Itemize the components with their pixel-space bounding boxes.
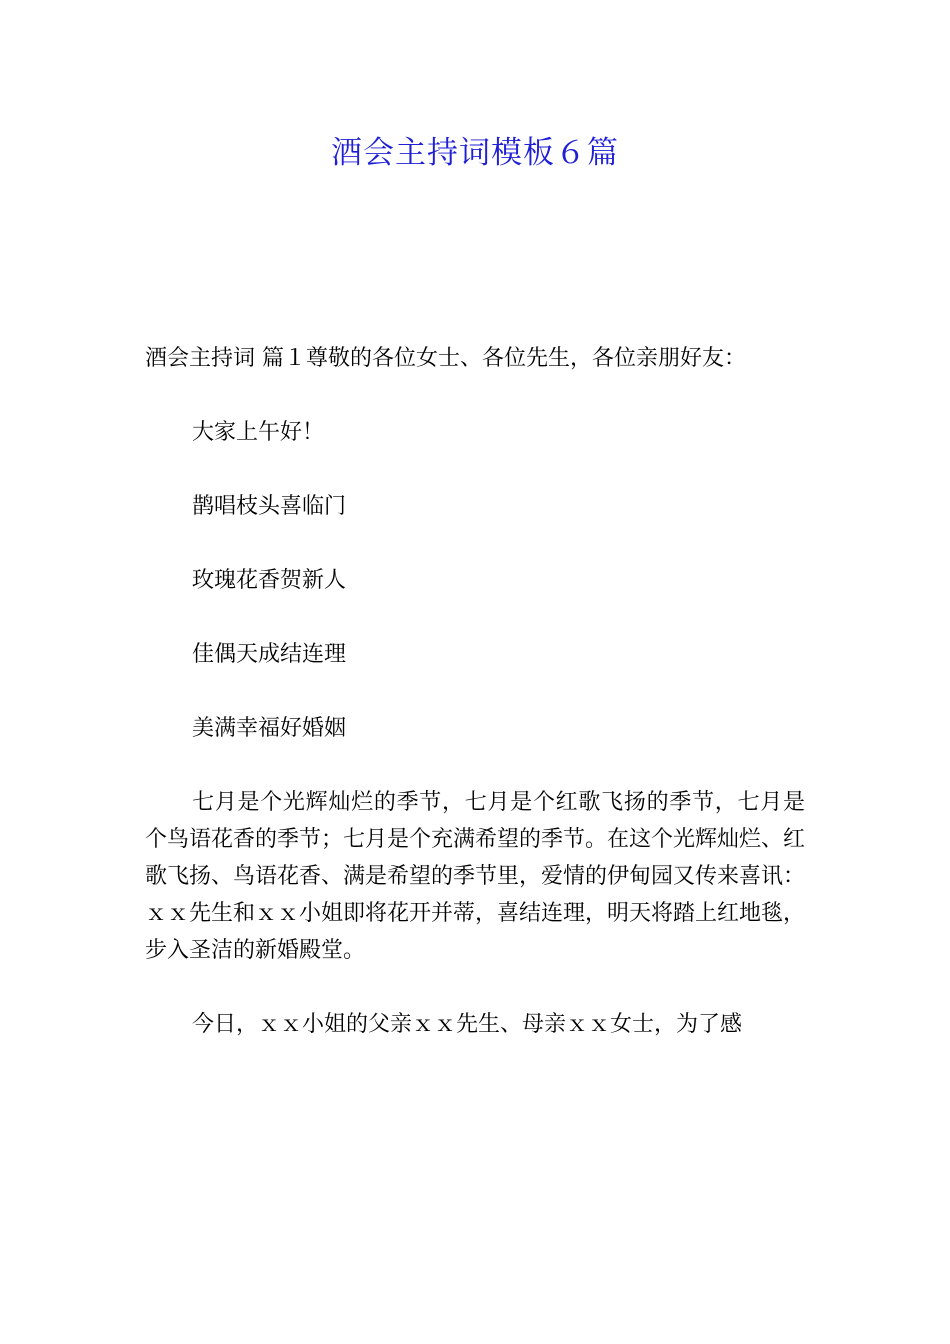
paragraph-verse-4: 美满幸福好婚姻 bbox=[192, 716, 347, 741]
paragraph-today: 今日，ｘｘ小姐的父亲ｘｘ先生、母亲ｘｘ女士，为了感 bbox=[192, 1012, 743, 1037]
document-body bbox=[145, 340, 805, 1080]
paragraph-verse-1: 鹊唱枝头喜临门 bbox=[192, 494, 347, 519]
paragraph-july: 七月是个光辉灿烂的季节，七月是个红歌飞扬的季节，七月是个鸟语花香的季节；七月是个充满希望的季节。在这个光辉灿烂、红歌飞扬、鸟语花香、满是希望的季节里，爱情的伊甸园又传来喜讯：ｘｘ先生和ｘｘ小姐即将花开并蒂，喜结连理，明天将踏上红地毯，步入圣洁的新婚殿堂。 bbox=[145, 790, 806, 963]
paragraph-greeting: 酒会主持词 篇１尊敬的各位女士、各位先生，各位亲朋好友： bbox=[145, 346, 746, 371]
paragraph-verse-2: 玫瑰花香贺新人 bbox=[192, 568, 347, 593]
paragraph-hello: 大家上午好！ bbox=[192, 420, 325, 445]
paragraph-verse-3: 佳偶天成结连理 bbox=[192, 642, 347, 667]
document-title: 酒会主持词模板６篇 bbox=[331, 135, 619, 171]
